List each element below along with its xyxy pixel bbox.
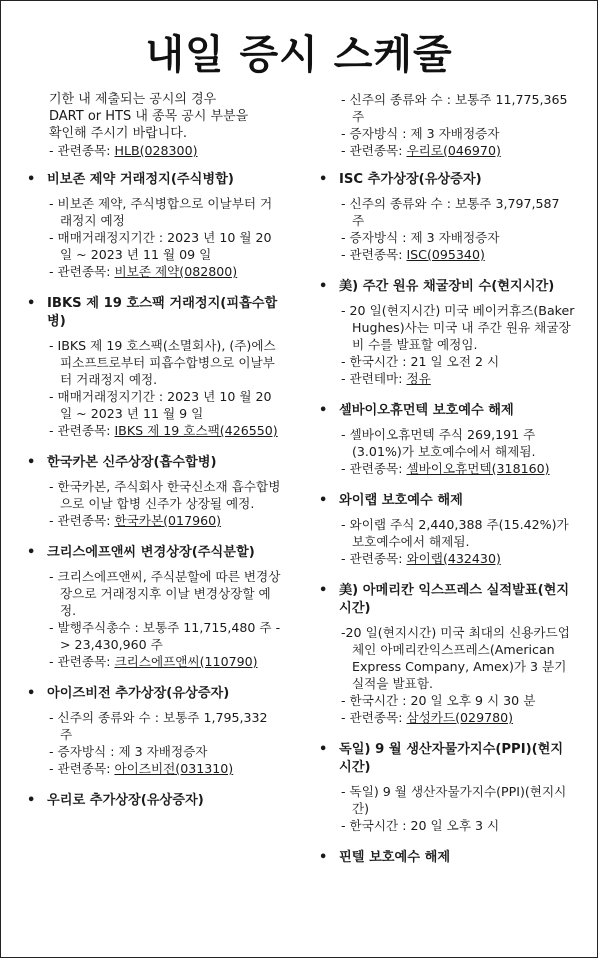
schedule-item: [27, 295, 283, 439]
page-title: 내일 증시 스케줄: [145, 32, 453, 78]
item-line: - 와이랩 주식 2,440,388 주(15.42%)가 보호예수에서 해제됨.: [341, 517, 569, 549]
related-label: - 관련종목:: [341, 247, 407, 262]
related-label: - 관련종목:: [341, 143, 407, 158]
bullet-icon: [319, 278, 339, 296]
intro-note: [27, 91, 283, 159]
item-related: [341, 142, 575, 159]
item-line: - IBKS 제 19 호스팩(소멸회사), (주)에스피소프트로부터 피흡수합병으로 이날부터 거래정지 예정.: [49, 338, 276, 387]
intro-line-2: DART or HTS 내 종목 공시 부분을: [49, 109, 249, 124]
item-line: - 신주의 종류와 수 : 보통주 3,797,587 주: [341, 196, 560, 228]
schedule-item: [27, 454, 283, 529]
intro-line-1: 기한 내 제출되는 공시의 경우: [49, 92, 217, 107]
item-related: [341, 550, 575, 567]
related-stock-link[interactable]: ISC(095340): [406, 247, 485, 262]
item-heading: IBKS 제 19 호스팩 거래정지(피흡수합병): [47, 296, 278, 329]
item-line: - 한국시간 : 21 일 오전 2 시: [341, 354, 500, 369]
schedule-item: [319, 492, 575, 567]
item-line: - 매매거래정지기간 : 2023 년 10 월 20 일 ~ 2023 년 11 월 09 일: [49, 230, 272, 262]
schedule-item: [319, 171, 575, 263]
item-related: [341, 460, 575, 477]
schedule-item: [27, 544, 283, 670]
related-stock-link[interactable]: 한국카본(017960): [114, 513, 222, 528]
item-line: - 비보존 제약, 주식병합으로 이날부터 거래정지 예정: [49, 196, 273, 228]
related-label: - 관련종목:: [49, 513, 115, 528]
item-line: - 증자방식 : 제 3 자배정증자: [341, 126, 500, 141]
related-stock-link[interactable]: 셀바이오휴먼텍(318160): [406, 461, 550, 476]
intro-related: [49, 142, 283, 159]
item-line: - 한국시간 : 20 일 오후 3 시: [341, 818, 500, 833]
item-heading: 美) 주간 원유 채굴장비 수(현지시간): [339, 279, 555, 294]
item-line: - 크리스에프앤씨, 주식분할에 따른 변경상장으로 거래정지후 이날 변경상장할 예정.: [49, 569, 281, 618]
item-heading: 와이랩 보호예수 해제: [339, 493, 463, 508]
item-related: [341, 709, 575, 726]
item-related: [49, 263, 283, 280]
schedule-item: [319, 741, 575, 834]
item-related: [49, 512, 283, 529]
item-line: - 신주의 종류와 수 : 보통주 11,775,365 주: [341, 92, 568, 124]
item-related: [49, 653, 283, 670]
item-line: - 20 일(현지시간) 미국 베이커휴즈(Baker Hughes)사는 미국 내 주간 원유 채굴장비 수를 발표할 예정임.: [341, 303, 575, 352]
item-line: - 증자방식 : 제 3 자배정증자: [49, 744, 208, 759]
related-label: - 관련종목:: [49, 654, 115, 669]
item-line: - 셀바이오휴먼텍 주식 269,191 주(3.01%)가 보호예수에서 해제됨.: [341, 427, 536, 459]
schedule-item: [27, 685, 283, 777]
item-heading: 셀바이오휴먼텍 보호예수 해제: [339, 403, 514, 418]
right-column: [319, 91, 575, 882]
schedule-item: [319, 402, 575, 477]
item-related: [341, 370, 575, 387]
related-stock-link[interactable]: 와이랩(432430): [406, 551, 501, 566]
bullet-icon: [27, 171, 47, 189]
related-stock-link[interactable]: 우리로(046970): [406, 143, 501, 158]
item-line: - 매매거래정지기간 : 2023 년 10 월 20 일 ~ 2023 년 11 월 9 일: [49, 389, 272, 421]
related-stock-link[interactable]: 비보존 제약(082800): [114, 264, 238, 279]
schedule-item: [27, 792, 283, 810]
item-related: [341, 246, 575, 263]
left-column: [27, 91, 283, 825]
schedule-item: [27, 171, 283, 280]
bullet-icon: [319, 849, 339, 867]
bullet-icon: [27, 544, 47, 562]
item-line: - 증자방식 : 제 3 자배정증자: [341, 230, 500, 245]
bullet-icon: [27, 454, 47, 472]
related-stock-link[interactable]: IBKS 제 19 호스팩(426550): [114, 423, 278, 438]
bullet-icon: [319, 582, 339, 600]
item-heading: 핀텔 보호예수 해제: [339, 850, 451, 865]
item-heading: 크리스에프앤씨 변경상장(주식분할): [47, 545, 255, 560]
item-line: - 한국시간 : 20 일 오후 9 시 30 분: [341, 693, 536, 708]
item-heading: 비보존 제약 거래정지(주식병합): [47, 172, 234, 187]
item-related: [49, 422, 283, 439]
intro-line-3: 확인해 주시기 바랍니다.: [49, 126, 187, 141]
related-stock-link[interactable]: HLB(028300): [114, 143, 198, 158]
bullet-icon: [319, 492, 339, 510]
related-stock-link[interactable]: 크리스에프앤씨(110790): [114, 654, 258, 669]
related-label: - 관련종목:: [341, 461, 407, 476]
item-heading: 美) 아메리칸 익스프레스 실적발표(현지시간): [339, 583, 570, 616]
item-heading: ISC 추가상장(유상증자): [339, 172, 482, 187]
item-line: - 신주의 종류와 수 : 보통주 1,795,332 주: [49, 710, 268, 742]
bullet-icon: [319, 171, 339, 189]
bullet-icon: [27, 685, 47, 703]
related-label: - 관련종목:: [341, 710, 407, 725]
bullet-icon: [319, 402, 339, 420]
related-label: - 관련종목:: [49, 761, 115, 776]
item-line: - 한국카본, 주식회사 한국신소재 흡수합병으로 이날 합병 신주가 상장될 예정.: [49, 479, 281, 511]
bullet-icon: [27, 295, 47, 313]
item-heading: 우리로 추가상장(유상증자): [47, 793, 204, 808]
schedule-item-continued: [319, 91, 575, 159]
related-label: - 관련종목:: [49, 264, 115, 279]
item-line: - 발행주식총수 : 보통주 11,715,480 주 -> 23,430,960 주: [49, 620, 281, 652]
related-label: - 관련종목:: [341, 551, 407, 566]
item-related: [49, 760, 283, 777]
schedule-item: [319, 849, 575, 867]
related-label: - 관련종목:: [49, 143, 115, 158]
schedule-item: [319, 278, 575, 387]
related-label: - 관련테마:: [341, 371, 407, 386]
schedule-item: [319, 582, 575, 726]
item-heading: 아이즈비전 추가상장(유상증자): [47, 686, 230, 701]
related-label: - 관련종목:: [49, 423, 115, 438]
related-theme-link[interactable]: 정유: [406, 371, 431, 386]
related-stock-link[interactable]: 삼성카드(029780): [406, 710, 514, 725]
item-line: -20 일(현지시간) 미국 최대의 신용카드업체인 아메리칸익스프레스(American Express Company, Amex)가 3 분기 실적을 발표함.: [341, 625, 570, 691]
related-stock-link[interactable]: 아이즈비전(031310): [114, 761, 234, 776]
bullet-icon: [27, 792, 47, 810]
item-heading: 한국카본 신주상장(흡수합병): [47, 455, 217, 470]
bullet-icon: [319, 741, 339, 759]
item-heading: 독일) 9 월 생산자물가지수(PPI)(현지시간): [339, 742, 564, 775]
item-line: - 독일) 9 월 생산자물가지수(PPI)(현지시간): [341, 784, 567, 816]
